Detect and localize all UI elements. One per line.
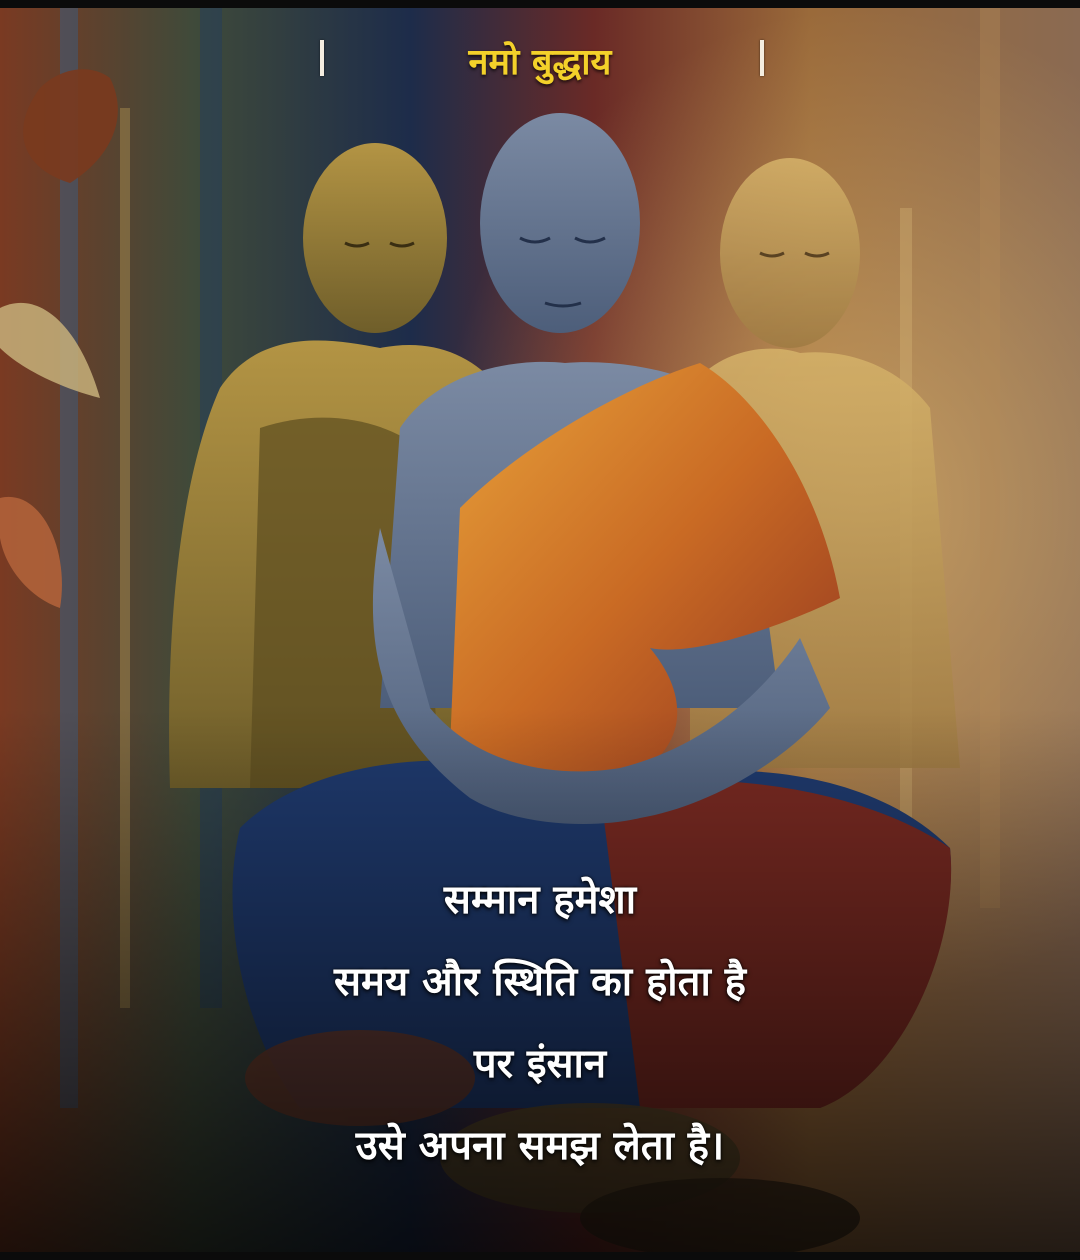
quote-line-1: सम्मान हमेशा bbox=[443, 876, 637, 923]
quote-line-4: उसे अपना समझ लेता है। bbox=[355, 1122, 725, 1169]
quote-block bbox=[0, 870, 1080, 1198]
quote-line-3: पर इंसान bbox=[473, 1040, 607, 1087]
title-divider-right bbox=[760, 40, 764, 76]
header-row bbox=[0, 30, 1080, 100]
quote-line-2: समय और स्थिति का होता है bbox=[334, 958, 746, 1005]
page-title: नमो बुद्धाय bbox=[468, 42, 612, 83]
